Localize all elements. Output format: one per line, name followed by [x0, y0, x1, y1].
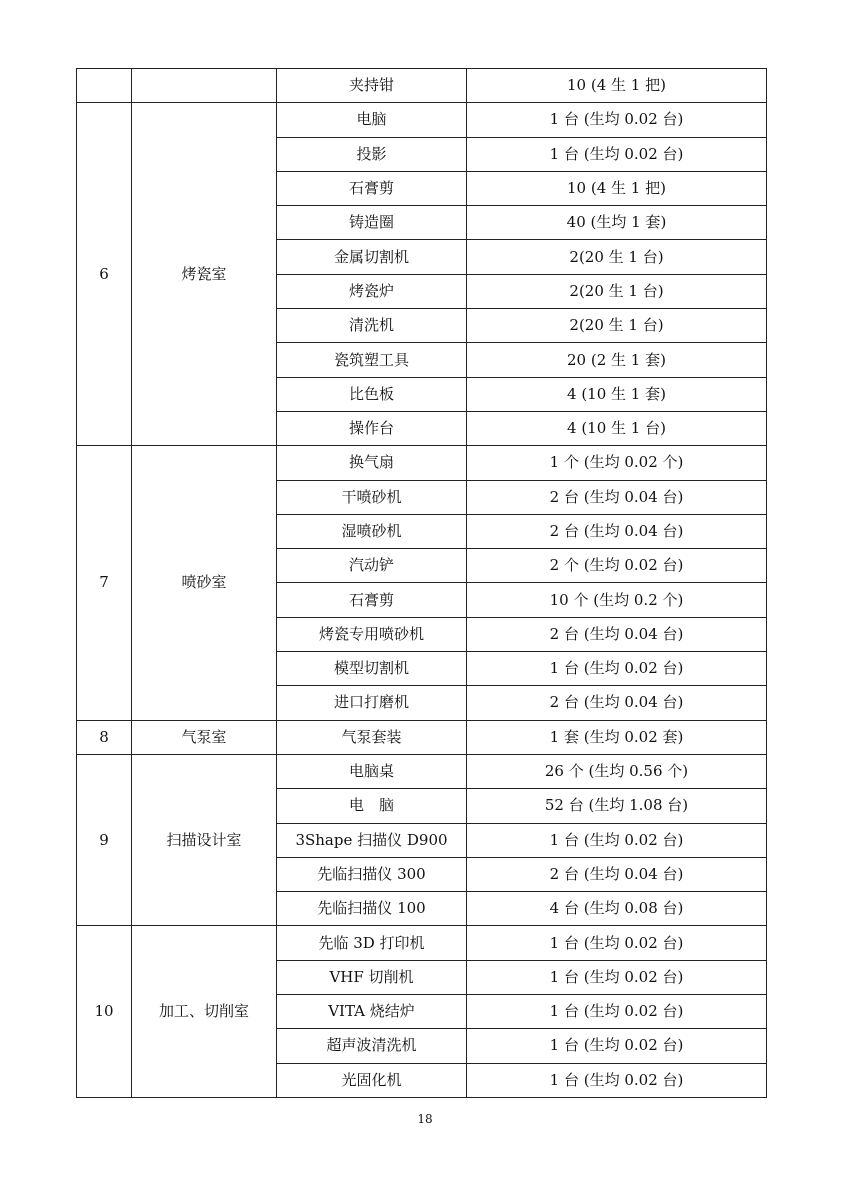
equipment-quantity-cell: 1 台 (生均 0.02 台): [467, 1063, 767, 1097]
equipment-name-cell: 铸造圈: [277, 206, 467, 240]
equipment-quantity-cell: 1 台 (生均 0.02 台): [467, 652, 767, 686]
equipment-name-cell: 瓷筑塑工具: [277, 343, 467, 377]
equipment-quantity-cell: 2 台 (生均 0.04 台): [467, 514, 767, 548]
equipment-name-cell: VHF 切削机: [277, 960, 467, 994]
equipment-name-cell: 换气扇: [277, 446, 467, 480]
table-row: [77, 69, 767, 103]
equipment-name-cell: 光固化机: [277, 1063, 467, 1097]
equipment-name-cell: 湿喷砂机: [277, 514, 467, 548]
equipment-quantity-cell: 2(20 生 1 台): [467, 274, 767, 308]
equipment-name-cell: 电脑: [277, 103, 467, 137]
equipment-name-cell: 投影: [277, 137, 467, 171]
equipment-name-cell: 电 脑: [277, 789, 467, 823]
room-name-cell: 烤瓷室: [132, 103, 277, 446]
equipment-name-cell: 夹持钳: [277, 69, 467, 103]
room-number-cell: 7: [77, 446, 132, 720]
equipment-name-cell: 操作台: [277, 411, 467, 445]
equipment-quantity-cell: 1 台 (生均 0.02 台): [467, 995, 767, 1029]
equipment-name-cell: 干喷砂机: [277, 480, 467, 514]
equipment-quantity-cell: 4 (10 生 1 套): [467, 377, 767, 411]
equipment-name-cell: 烤瓷专用喷砂机: [277, 617, 467, 651]
equipment-quantity-cell: 2 台 (生均 0.04 台): [467, 686, 767, 720]
page-number: 18: [417, 1112, 433, 1126]
equipment-table-body: [77, 69, 767, 1098]
equipment-name-cell: VITA 烧结炉: [277, 995, 467, 1029]
equipment-quantity-cell: 1 台 (生均 0.02 台): [467, 926, 767, 960]
equipment-name-cell: 气泵套装: [277, 720, 467, 754]
table-row: [77, 754, 767, 788]
equipment-quantity-cell: 10 个 (生均 0.2 个): [467, 583, 767, 617]
equipment-quantity-cell: 20 (2 生 1 套): [467, 343, 767, 377]
equipment-table: [76, 68, 767, 1098]
equipment-quantity-cell: 52 台 (生均 1.08 台): [467, 789, 767, 823]
equipment-name-cell: 金属切割机: [277, 240, 467, 274]
room-name-cell: [132, 69, 277, 103]
room-number-cell: [77, 69, 132, 103]
equipment-name-cell: 超声波清洗机: [277, 1029, 467, 1063]
equipment-name-cell: 烤瓷炉: [277, 274, 467, 308]
equipment-name-cell: 比色板: [277, 377, 467, 411]
table-row: [77, 926, 767, 960]
equipment-quantity-cell: 2(20 生 1 台): [467, 240, 767, 274]
equipment-quantity-cell: 1 台 (生均 0.02 台): [467, 103, 767, 137]
table-row: [77, 103, 767, 137]
room-number-cell: 10: [77, 926, 132, 1097]
equipment-name-cell: 先临 3D 打印机: [277, 926, 467, 960]
table-row: [77, 720, 767, 754]
room-name-cell: 扫描设计室: [132, 754, 277, 925]
equipment-quantity-cell: 2 台 (生均 0.04 台): [467, 480, 767, 514]
equipment-quantity-cell: 10 (4 生 1 把): [467, 69, 767, 103]
equipment-name-cell: 石膏剪: [277, 171, 467, 205]
equipment-quantity-cell: 1 台 (生均 0.02 台): [467, 960, 767, 994]
equipment-name-cell: 模型切割机: [277, 652, 467, 686]
equipment-quantity-cell: 2 台 (生均 0.04 台): [467, 617, 767, 651]
equipment-quantity-cell: 2 台 (生均 0.04 台): [467, 857, 767, 891]
equipment-name-cell: 清洗机: [277, 309, 467, 343]
equipment-name-cell: 进口打磨机: [277, 686, 467, 720]
table-row: [77, 446, 767, 480]
room-number-cell: 8: [77, 720, 132, 754]
equipment-quantity-cell: 4 台 (生均 0.08 台): [467, 892, 767, 926]
equipment-quantity-cell: 1 套 (生均 0.02 套): [467, 720, 767, 754]
equipment-quantity-cell: 1 台 (生均 0.02 台): [467, 1029, 767, 1063]
equipment-quantity-cell: 1 台 (生均 0.02 台): [467, 137, 767, 171]
equipment-quantity-cell: 10 (4 生 1 把): [467, 171, 767, 205]
equipment-quantity-cell: 1 个 (生均 0.02 个): [467, 446, 767, 480]
equipment-quantity-cell: 4 (10 生 1 台): [467, 411, 767, 445]
equipment-quantity-cell: 2(20 生 1 台): [467, 309, 767, 343]
room-name-cell: 加工、切削室: [132, 926, 277, 1097]
equipment-name-cell: 汽动铲: [277, 549, 467, 583]
equipment-name-cell: 石膏剪: [277, 583, 467, 617]
equipment-quantity-cell: 26 个 (生均 0.56 个): [467, 754, 767, 788]
room-name-cell: 气泵室: [132, 720, 277, 754]
room-name-cell: 喷砂室: [132, 446, 277, 720]
equipment-name-cell: 电脑桌: [277, 754, 467, 788]
equipment-name-cell: 3Shape 扫描仪 D900: [277, 823, 467, 857]
equipment-quantity-cell: 2 个 (生均 0.02 台): [467, 549, 767, 583]
equipment-quantity-cell: 1 台 (生均 0.02 台): [467, 823, 767, 857]
equipment-quantity-cell: 40 (生均 1 套): [467, 206, 767, 240]
equipment-name-cell: 先临扫描仪 300: [277, 857, 467, 891]
equipment-name-cell: 先临扫描仪 100: [277, 892, 467, 926]
room-number-cell: 9: [77, 754, 132, 925]
room-number-cell: 6: [77, 103, 132, 446]
